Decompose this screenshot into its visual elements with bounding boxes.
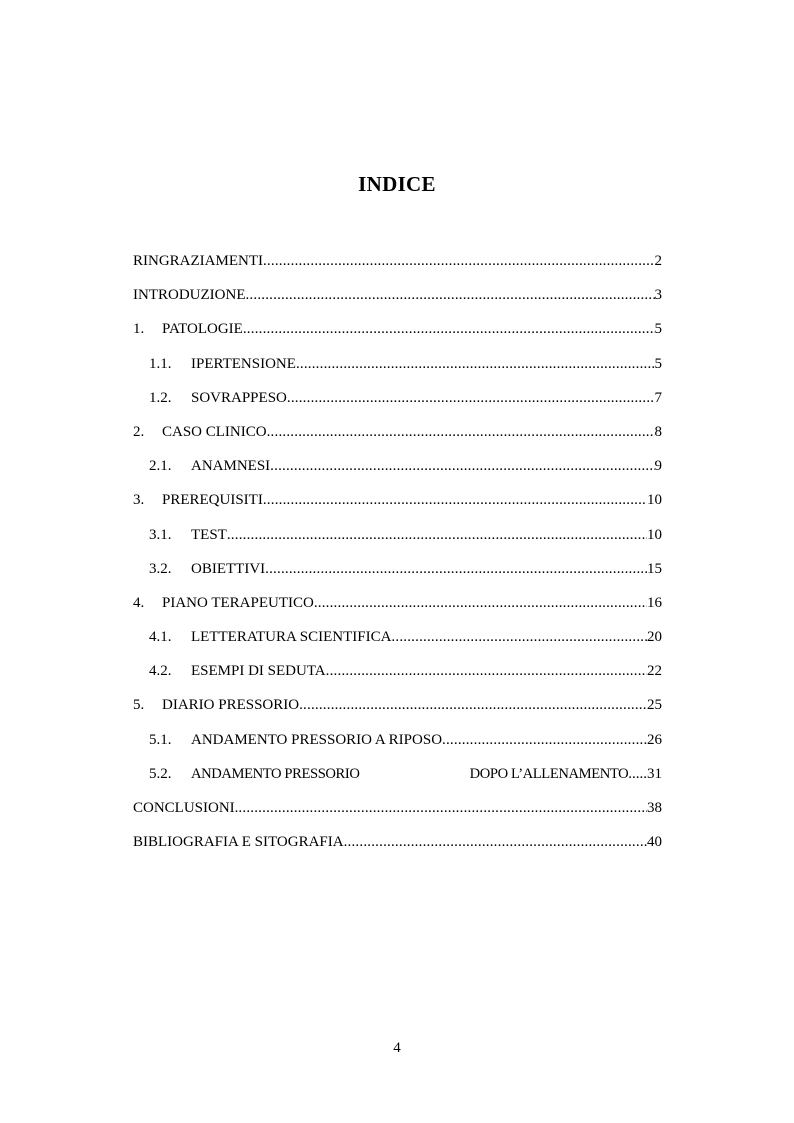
toc-entry-title: ANAMNESI [191,458,271,475]
toc-entry-title-part2: DOPO L’ALLENAMENTO [469,765,629,782]
toc-entry-number: 1.2. [149,389,172,406]
dot-leader [245,282,654,308]
dot-leader [326,658,647,684]
dot-leader [391,624,647,650]
dot-leader [267,419,655,445]
toc-entry-page: 10 [647,526,662,543]
dot-leader [287,385,655,411]
toc-entry-anamnesi[interactable] [133,453,662,487]
toc-entry-number: 5.2. [149,765,172,782]
page-title: INDICE [358,172,436,196]
toc-entry-number: 5. [133,697,145,714]
toc-entry-title: OBIETTIVI [191,560,266,577]
toc-entry-page: 5 [654,355,662,372]
toc-entry-piano-terapeutico[interactable] [133,590,662,624]
toc-entry-number: 2.1. [149,458,172,475]
dot-leader [314,590,647,616]
dot-leader [442,727,647,753]
toc-entry-caso-clinico[interactable] [133,419,662,453]
toc-entry-number: 3.1. [149,526,172,543]
toc-entry-sovrappeso[interactable] [133,385,662,419]
toc-entry-page: 2 [654,253,662,269]
toc-entry-letteratura-scientifica[interactable] [133,624,662,658]
dot-leader [299,692,647,718]
toc-entry-title: SOVRAPPESO [191,389,287,406]
toc-entry-page: 31 [647,765,662,782]
toc-entry-title: INTRODUZIONE [133,287,246,304]
toc-entry-number: 4.2. [149,663,172,680]
toc-entry-introduzione[interactable] [133,282,662,316]
dot-leader [344,829,647,855]
toc-entry-page: 40 [647,834,662,851]
toc-entry-title: CONCLUSIONI. [133,800,239,816]
toc-entry-title: PREREQUISITI [162,492,263,509]
toc-entry-page: 15 [647,560,662,577]
toc-entry-andamento-riposo[interactable] [133,727,662,761]
toc-entry-page: 5 [654,321,662,338]
dot-leader [263,487,647,513]
toc-entry-page: 8 [654,423,662,440]
toc-entry-prerequisiti[interactable] [133,487,662,521]
toc-entry-bibliografia[interactable] [133,829,662,863]
toc-entry-number: 1.1. [149,355,172,372]
toc-entry-page: 10 [647,492,662,509]
toc-entry-title: BIBLIOGRAFIA E SITOGRAFIA [133,834,344,851]
dot-leader [238,795,647,821]
toc-entry-title: ANDAMENTO PRESSORIO A RIPOSO [191,731,443,748]
toc-entry-number: 4. [133,594,145,611]
dot-leader [263,248,655,274]
toc-entry-number: 3. [133,492,145,509]
toc-entry-page: 20 [647,629,662,646]
toc-entry-title: TEST [191,526,227,543]
toc-entry-title: DIARIO PRESSORIO [162,697,300,714]
toc-entry-title: CASO CLINICO [162,423,267,440]
toc-entry-ipertensione[interactable] [133,351,662,385]
dot-leader [296,351,655,377]
toc-entry-page: 22 [647,663,662,680]
toc-entry-page: 26 [647,731,662,748]
toc-entry-patologie[interactable] [133,316,662,350]
toc-entry-number: 2. [133,423,145,440]
toc-entry-title: LETTERATURA SCIENTIFICA [191,629,392,646]
dot-leader: ..... [628,765,647,782]
toc-entry-number: 1. [133,321,145,338]
toc-entry-obiettivi[interactable] [133,556,662,590]
toc-entry-page: 38 [647,800,662,816]
toc-entry-title: PATOLOGIE [162,321,243,338]
toc-entry-test[interactable] [133,522,662,556]
toc-entry-title: PIANO TERAPEUTICO [162,594,314,611]
toc-entry-page: 7 [654,389,662,406]
table-of-contents [133,248,662,863]
toc-entry-page: 16 [647,594,662,611]
toc-entry-title [191,761,628,787]
toc-entry-title: RINGRAZIAMENTI [133,253,263,269]
toc-entry-page: 25 [647,697,662,714]
toc-entry-diario-pressorio[interactable] [133,692,662,726]
toc-entry-number: 4.1. [149,629,172,646]
toc-entry-conclusioni[interactable] [133,795,662,829]
toc-entry-andamento-allenamento[interactable] [133,761,662,795]
toc-entry-ringraziamenti[interactable] [133,248,662,282]
toc-entry-page: 9 [654,458,662,475]
toc-entry-title: ESEMPI DI SEDUTA [191,663,326,680]
dot-leader [243,316,655,342]
toc-entry-title-part1: ANDAMENTO PRESSORIO [191,765,360,782]
toc-entry-number: 5.1. [149,731,172,748]
toc-entry-esempi-di-seduta[interactable] [133,658,662,692]
dot-leader [227,522,647,548]
page-number: 4 [393,1040,401,1056]
toc-entry-number: 3.2. [149,560,172,577]
dot-leader [265,556,647,582]
toc-entry-page: 3 [654,287,662,304]
toc-entry-title: IPERTENSIONE [191,355,296,372]
dot-leader [270,453,654,479]
